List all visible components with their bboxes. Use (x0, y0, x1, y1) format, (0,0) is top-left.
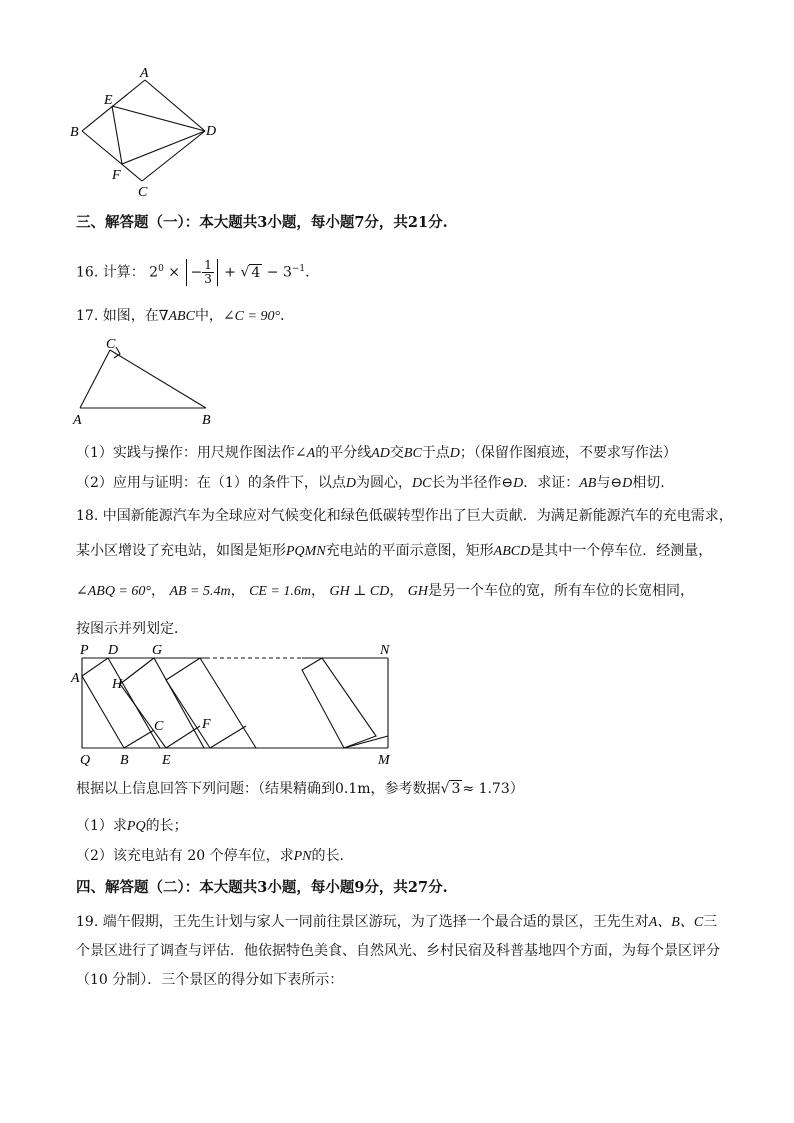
q17-p2-f: 相切. (632, 475, 665, 491)
seg-F (166, 726, 200, 748)
q18-perp: GH ⊥ CD (329, 584, 390, 599)
q16-sqrt-arg: 4 (251, 264, 261, 281)
section4-heading: 四、解答题（二）：本大题共3小题，每小题9分，共27分. (76, 879, 448, 896)
q17-p2-b: 为圆心， (355, 475, 412, 491)
q18-sqrt-arg: 3 (451, 781, 461, 797)
q17-p2-ab: AB (579, 476, 597, 491)
seg-CB (110, 350, 206, 408)
stall-ABCD (82, 658, 160, 748)
q18-ab-len: AB = 5.4m (169, 584, 231, 599)
q18-line3 (76, 582, 694, 601)
label-Q: Q (80, 753, 91, 768)
label-F: F (202, 717, 211, 732)
q17-p1-angle: ∠A (294, 446, 316, 461)
seg-AC (80, 350, 110, 408)
q17-p1-b: 的平分线 (315, 445, 372, 461)
q18-sqrt-sign: √ (440, 781, 450, 797)
q18-part1 (76, 817, 188, 836)
q19-l1-b: 三 (703, 914, 718, 930)
q17-text-b: 中， (194, 308, 223, 324)
seg-AB (82, 80, 145, 131)
q16-exp0: 0 (158, 264, 164, 274)
q16-tail: − 3 (262, 264, 292, 281)
q17-p1-ad: AD (371, 446, 390, 461)
q18-part2 (76, 847, 344, 866)
q16-frac (202, 259, 214, 286)
q18-l3-tail: 是另一个车位的宽，所有车位的长宽相同， (428, 583, 695, 599)
q16-exp-neg1: −1 (291, 264, 306, 274)
figure-quadrilateral (66, 60, 236, 200)
q16-minus: − (190, 264, 203, 281)
q19-line2: 个景区进行了调查与评估．他依据特色美食、自然风光、乡村民宿及科普基地四个方面，为每个景区评分 (76, 943, 720, 959)
seg-FD (122, 131, 205, 164)
label-H: H (112, 677, 123, 692)
q17-part2 (76, 474, 665, 493)
q18-l2-c: 是其中一个停车位．经测量， (530, 543, 713, 559)
q18-l2-b: 充电站的平面示意图，矩形 (325, 543, 494, 559)
q17-text-d: ． (280, 308, 295, 324)
figure-parking (70, 640, 410, 770)
q18-l5-a: 根据以上信息回答下列问题：（结果精确到 (76, 781, 335, 797)
q17-p1-D: D (449, 446, 460, 461)
q18-l5-approx: ≈ 1.73 (462, 781, 510, 797)
seg-EF (112, 106, 122, 164)
q18-p2-a: （2）该充电站有 20 个停车位，求 (76, 848, 294, 864)
q17-p2-dc: DC (411, 476, 432, 491)
q17-angle-c: ∠C = 90° (222, 309, 281, 324)
label-M: M (378, 753, 390, 768)
q18-l2-abcd: ABCD (493, 544, 531, 559)
q18-angle: ∠ABQ = 60° (76, 584, 151, 599)
q17-p2-e: 与 (596, 475, 611, 491)
label-E: E (162, 753, 171, 768)
q18-sep4: ， (389, 583, 404, 599)
label-B: B (70, 125, 79, 140)
q17-stem (76, 307, 294, 326)
label-C: C (154, 719, 164, 734)
q18-sep2: ， (230, 583, 245, 599)
q17-p1-bc: BC (403, 446, 422, 461)
q18-gh: GH (407, 584, 429, 599)
section3-heading: 三、解答题（一）：本大题共3小题，每小题7分，共21分. (76, 214, 448, 231)
q18-l5-e: ） (509, 781, 524, 797)
label-C: C (138, 185, 148, 200)
label-G: G (152, 643, 163, 658)
q18-line4: 按图示并列划定． (76, 621, 188, 637)
q16-end: . (305, 264, 310, 281)
q18-p2-b: 的长. (311, 848, 344, 864)
q19-line1 (76, 913, 717, 932)
label-A: A (71, 671, 80, 686)
q17-p1-d: 于点 (421, 445, 450, 461)
seg-last (344, 736, 388, 748)
q19-abc: A、B、C (648, 915, 704, 930)
label-A: A (140, 66, 149, 81)
label-B: B (202, 413, 211, 428)
q16-times: × (168, 264, 181, 281)
seg-BC (124, 730, 154, 748)
q17-p2-circle2: ⊖D (610, 476, 633, 491)
q16-frac-den: 3 (204, 272, 212, 287)
q18-p1-b: 的长； (145, 818, 188, 834)
q19-l1-a: 19. 端午假期，王先生计划与家人一同前往景区游玩，为了选择一个最合适的景区，王先生对 (76, 914, 649, 930)
label-B: B (120, 753, 129, 768)
label-P: P (80, 643, 89, 658)
q16-sqrt-sign: √ (240, 264, 250, 281)
q16-abs (186, 259, 217, 286)
q18-p2-pn: PN (293, 849, 312, 864)
q16-base: 2 (149, 264, 159, 281)
label-A: A (73, 413, 82, 428)
seg-s3 (210, 726, 246, 748)
q17-p2-d: ．求证： (523, 475, 580, 491)
stall-2 (120, 658, 204, 748)
q16 (76, 256, 310, 286)
q18-sep3: ， (311, 583, 326, 599)
q18-line1: 18. 中国新能源汽车为全球应对气候变化和绿色低碳转型作出了巨大贡献．为满足新能源汽车的充电需求， (76, 508, 733, 524)
q17-triangle: ∇ABC (158, 309, 195, 324)
q17-text-a: 17. 如图，在 (76, 308, 159, 324)
q17-part1 (76, 444, 677, 463)
q18-line5 (76, 780, 524, 798)
label-D: D (206, 124, 217, 139)
q18-l2-pqmn: PQMN (286, 544, 326, 559)
q18-ce-len: CE = 1.6m (249, 584, 312, 599)
label-C: C (106, 337, 116, 352)
q18-p1-a: （1）求 (76, 818, 127, 834)
q18-sep1: ， (151, 583, 165, 599)
q17-p1-a: （1）实践与操作：用尺规作图法作 (76, 445, 295, 461)
q18-l5-precision: 0.1m (335, 781, 371, 797)
label-D: D (108, 643, 119, 658)
figure-right-triangle (70, 334, 230, 430)
stall-last (302, 658, 376, 748)
label-F: F (112, 168, 121, 183)
q17-p1-c: 交 (389, 445, 404, 461)
q17-p2-circle: ⊖D (501, 476, 524, 491)
q18-p1-pq: PQ (126, 819, 146, 834)
seg-CD (142, 131, 205, 181)
q17-p2-a: （2）应用与证明：在（1）的条件下，以点 (76, 475, 346, 491)
q18-line2 (76, 542, 712, 561)
label-E: E (104, 93, 113, 108)
q18-l5-c: ，参考数据 (370, 781, 441, 797)
q16-plus: + (224, 264, 237, 281)
label-N: N (380, 643, 390, 658)
q18-l2-a: 某小区增设了充电站，如图是矩形 (76, 543, 286, 559)
q17-p1-e: ；（保留作图痕迹，不要求写作法） (459, 445, 677, 461)
seg-GH (120, 658, 154, 684)
q16-prefix: 16. 计算： (76, 264, 145, 281)
q17-p2-c: 长为半径作 (431, 475, 502, 491)
q17-p2-D: D (345, 476, 356, 491)
q19-line3: （10 分制）．三个景区的得分如下表所示： (76, 972, 344, 988)
q16-frac-num: 1 (204, 258, 212, 273)
